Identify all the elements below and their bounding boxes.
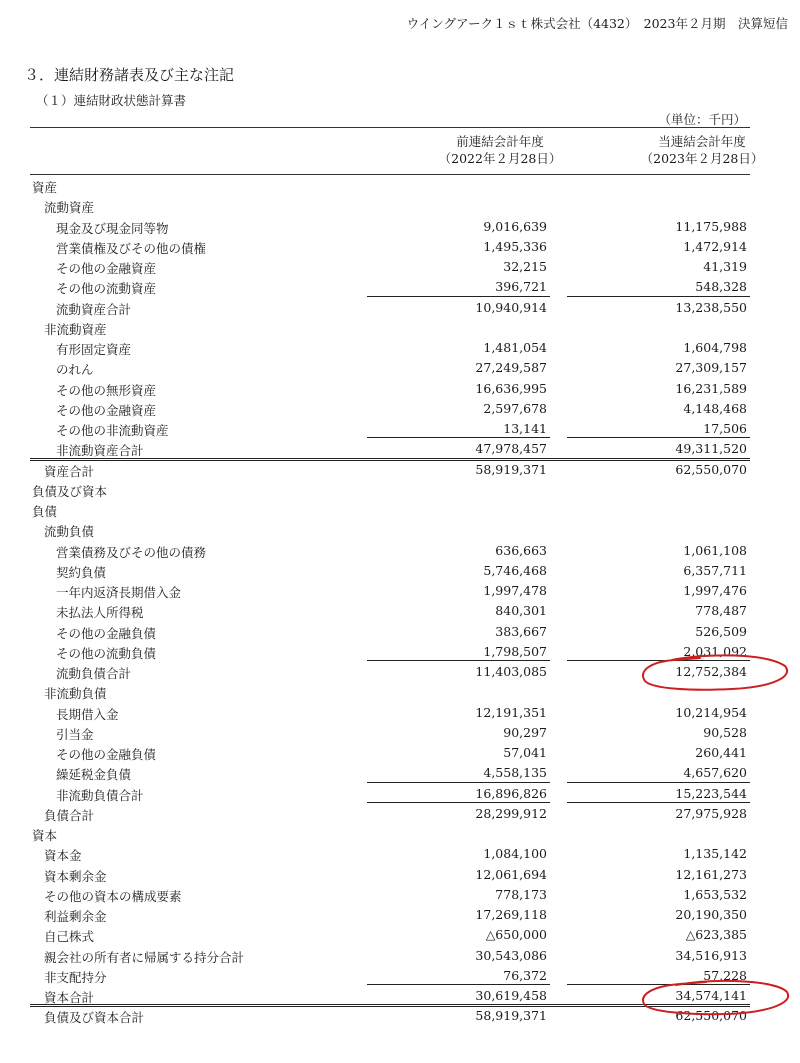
curr-year-value: 526,509: [695, 623, 747, 639]
curr-year-value: 57,228: [703, 967, 747, 983]
curr-year-value: 548,328: [695, 279, 747, 295]
row-label: 未払法人所得税: [56, 605, 144, 621]
row-label: その他の金融負債: [56, 625, 157, 641]
document-header: [407, 14, 788, 32]
table-row: [30, 762, 750, 782]
table-row: [30, 965, 750, 985]
curr-year-value: 11,175,988: [675, 218, 747, 234]
table-row: [30, 317, 750, 337]
prev-year-value: 13,141: [503, 421, 547, 436]
unit-label: （単位：千円）: [658, 112, 746, 127]
row-label: その他の流動負債: [56, 645, 157, 661]
row-label: その他の資本の構成要素: [44, 888, 182, 904]
table-row: [30, 681, 750, 701]
curr-year-value: 4,148,468: [683, 400, 747, 416]
row-label: 流動負債: [44, 524, 95, 540]
curr-year-value: 2,031,092: [683, 643, 747, 659]
curr-year-value: 34,516,913: [675, 947, 747, 963]
subsection-title: （１）連結財政状態計算書: [36, 93, 187, 108]
prev-year-value: 11,403,085: [475, 664, 547, 679]
curr-year-value: 13,238,550: [675, 299, 747, 315]
curr-year-value: 1,135,142: [683, 846, 747, 862]
curr-year-value: 15,223,544: [675, 785, 747, 801]
row-label: 資本剰余金: [44, 868, 107, 884]
prev-year-value: 840,301: [495, 603, 547, 619]
table-row: [30, 621, 750, 641]
curr-year-title: 当連結会計年度: [658, 134, 746, 149]
table-row: [30, 378, 750, 398]
curr-year-value: 4,657,620: [683, 765, 747, 781]
curr-year-value: △623,385: [685, 927, 747, 943]
row-label: その他の金融資産: [56, 261, 157, 276]
row-label: 利益剰余金: [44, 909, 107, 924]
table-row: [30, 843, 750, 863]
row-label: 繰延税金負債: [56, 767, 132, 783]
table-row: [30, 459, 750, 479]
prev-year-title: 前連結会計年度: [456, 134, 544, 149]
row-label: 非支配持分: [44, 969, 107, 985]
row-label: 資本: [32, 828, 58, 843]
prev-year-value: 1,495,336: [483, 238, 547, 254]
table-body: [30, 175, 750, 1026]
prev-year-value: 9,016,639: [483, 218, 547, 234]
table-row: [30, 195, 750, 215]
curr-year-value: 1,472,914: [683, 238, 747, 254]
row-label: 現金及び現金同等物: [56, 220, 169, 236]
row-label: 有形固定資産: [56, 342, 132, 357]
prev-year-value: 57,041: [503, 745, 547, 760]
table-row: [30, 985, 750, 1005]
curr-year-value: 6,357,711: [683, 562, 747, 578]
table-row: [30, 519, 750, 539]
table-row: [30, 661, 750, 681]
row-label: 負債: [32, 504, 58, 519]
curr-year-value: 1,061,108: [683, 542, 747, 558]
table-row: [30, 823, 750, 843]
table-row: [30, 600, 750, 620]
section-title: ３．連結財務諸表及び主な注記: [24, 66, 235, 84]
curr-year-value: 27,975,928: [675, 805, 747, 821]
prev-year-value: 27,249,587: [475, 360, 547, 376]
table-row: [30, 499, 750, 519]
row-label: のれん: [56, 362, 94, 378]
row-label: 営業債権及びその他の債権: [56, 240, 207, 256]
table-row: [30, 904, 750, 924]
fiscal-period: 2023年２月期: [643, 16, 726, 31]
table-row: [30, 337, 750, 357]
curr-year-value: 27,309,157: [675, 360, 747, 376]
prev-year-value: 58,919,371: [475, 1008, 547, 1024]
prev-year-value: 10,940,914: [475, 299, 547, 315]
table-row: [30, 742, 750, 762]
table-header: [30, 127, 764, 175]
prev-year-value: 636,663: [495, 542, 547, 558]
prev-year-value: 58,919,371: [475, 461, 547, 477]
prev-year-value: 12,061,694: [475, 866, 547, 882]
row-label: 契約負債: [56, 564, 107, 580]
curr-year-value: 12,161,273: [675, 866, 747, 882]
table-row: [30, 479, 750, 499]
row-label: 一年内返済長期借入金: [56, 585, 182, 600]
table-row: [30, 641, 750, 661]
table-row: [30, 864, 750, 884]
prev-year-value: 16,896,826: [475, 785, 547, 801]
curr-year-value: 1,997,476: [683, 583, 747, 598]
row-label: 非流動資産: [44, 321, 107, 337]
table-row: [30, 702, 750, 722]
row-label: その他の金融資産: [56, 402, 157, 418]
table-row: [30, 924, 750, 944]
table-row: [30, 540, 750, 560]
curr-year-value: 1,604,798: [683, 340, 747, 355]
table-row: [30, 276, 750, 296]
table-row: [30, 418, 750, 438]
table-row: [30, 1005, 750, 1025]
row-label: その他の流動資産: [56, 281, 157, 297]
table-row: [30, 884, 750, 904]
prev-year-value: △650,000: [485, 927, 547, 943]
table-row: [30, 297, 750, 317]
table-row: [30, 783, 750, 803]
prev-year-value: 17,269,118: [475, 907, 547, 922]
prev-year-value: 1,084,100: [483, 846, 547, 862]
curr-year-value: 34,574,141: [675, 988, 747, 1003]
curr-year-column-header: [602, 133, 800, 167]
prev-year-value: 1,997,478: [483, 583, 547, 598]
company-name: ウイングアーク１ｓｔ株式会社（4432）: [406, 16, 632, 31]
curr-year-value: 12,752,384: [675, 664, 747, 679]
doc-type: 決算短信: [737, 16, 788, 31]
table-row: [30, 256, 750, 276]
prev-year-date: （2022年２月28日）: [438, 151, 562, 166]
prev-year-value: 32,215: [503, 259, 547, 274]
row-label: 資産: [32, 180, 58, 195]
prev-year-value: 383,667: [495, 623, 547, 639]
prev-year-value: 1,798,507: [483, 643, 547, 659]
row-label: 負債及び資本: [32, 483, 108, 499]
row-label: 親会社の所有者に帰属する持分合計: [44, 949, 245, 965]
prev-year-value: 778,173: [495, 886, 547, 902]
row-label: 流動資産合計: [56, 301, 132, 317]
prev-year-value: 30,543,086: [475, 947, 547, 963]
curr-year-value: 90,528: [703, 724, 747, 740]
table-row: [30, 945, 750, 965]
row-label: 営業債務及びその他の債務: [56, 544, 207, 560]
row-label: 自己株式: [44, 929, 95, 945]
row-label: 負債合計: [44, 807, 95, 823]
row-label: 引当金: [56, 726, 94, 742]
table-row: [30, 216, 750, 236]
prev-year-value: 16,636,995: [475, 380, 547, 396]
balance-sheet-table: [30, 127, 764, 1026]
curr-year-value: 778,487: [695, 603, 747, 619]
prev-year-column-header: [400, 133, 600, 167]
row-label: 資本合計: [44, 990, 95, 1005]
prev-year-value: 2,597,678: [483, 400, 547, 416]
table-row: [30, 357, 750, 377]
prev-year-value: 1,481,054: [483, 340, 547, 355]
curr-year-value: 10,214,954: [675, 704, 747, 720]
table-row: [30, 722, 750, 742]
table-row: [30, 398, 750, 418]
curr-year-value: 62,550,070: [675, 461, 747, 477]
prev-year-value: 28,299,912: [475, 805, 547, 821]
curr-year-value: 20,190,350: [675, 907, 747, 922]
table-row: [30, 580, 750, 600]
prev-year-value: 396,721: [495, 279, 547, 295]
row-label: 資産合計: [44, 463, 95, 479]
row-label: 非流動負債: [44, 686, 107, 702]
row-label: その他の無形資産: [56, 382, 157, 398]
curr-year-value: 16,231,589: [675, 380, 747, 396]
table-row: [30, 236, 750, 256]
curr-year-value: 260,441: [695, 745, 747, 760]
row-label: 流動資産: [44, 200, 95, 216]
prev-year-value: 90,297: [503, 724, 547, 740]
curr-year-date: （2023年２月28日）: [640, 151, 764, 166]
table-row: [30, 438, 750, 458]
curr-year-value: 1,653,532: [683, 886, 747, 902]
curr-year-value: 62,550,070: [675, 1008, 747, 1024]
prev-year-value: 47,978,457: [475, 441, 547, 457]
row-label: 非流動負債合計: [56, 787, 144, 803]
prev-year-value: 12,191,351: [475, 704, 547, 720]
row-label: その他の金融負債: [56, 747, 157, 762]
table-row: [30, 803, 750, 823]
prev-year-value: 4,558,135: [483, 765, 547, 781]
row-label: 長期借入金: [56, 706, 119, 722]
prev-year-value: 30,619,458: [475, 988, 547, 1003]
table-row: [30, 175, 750, 195]
row-label: 資本金: [44, 848, 82, 864]
prev-year-value: 5,746,468: [483, 562, 547, 578]
row-label: 非流動資産合計: [56, 443, 144, 459]
prev-year-value: 76,372: [503, 967, 547, 983]
table-row: [30, 560, 750, 580]
curr-year-value: 49,311,520: [675, 441, 747, 457]
row-label: 負債及び資本合計: [44, 1010, 145, 1026]
row-label: 流動負債合計: [56, 666, 132, 681]
curr-year-value: 17,506: [703, 421, 747, 436]
curr-year-value: 41,319: [703, 259, 747, 274]
row-label: その他の非流動資産: [56, 423, 169, 438]
